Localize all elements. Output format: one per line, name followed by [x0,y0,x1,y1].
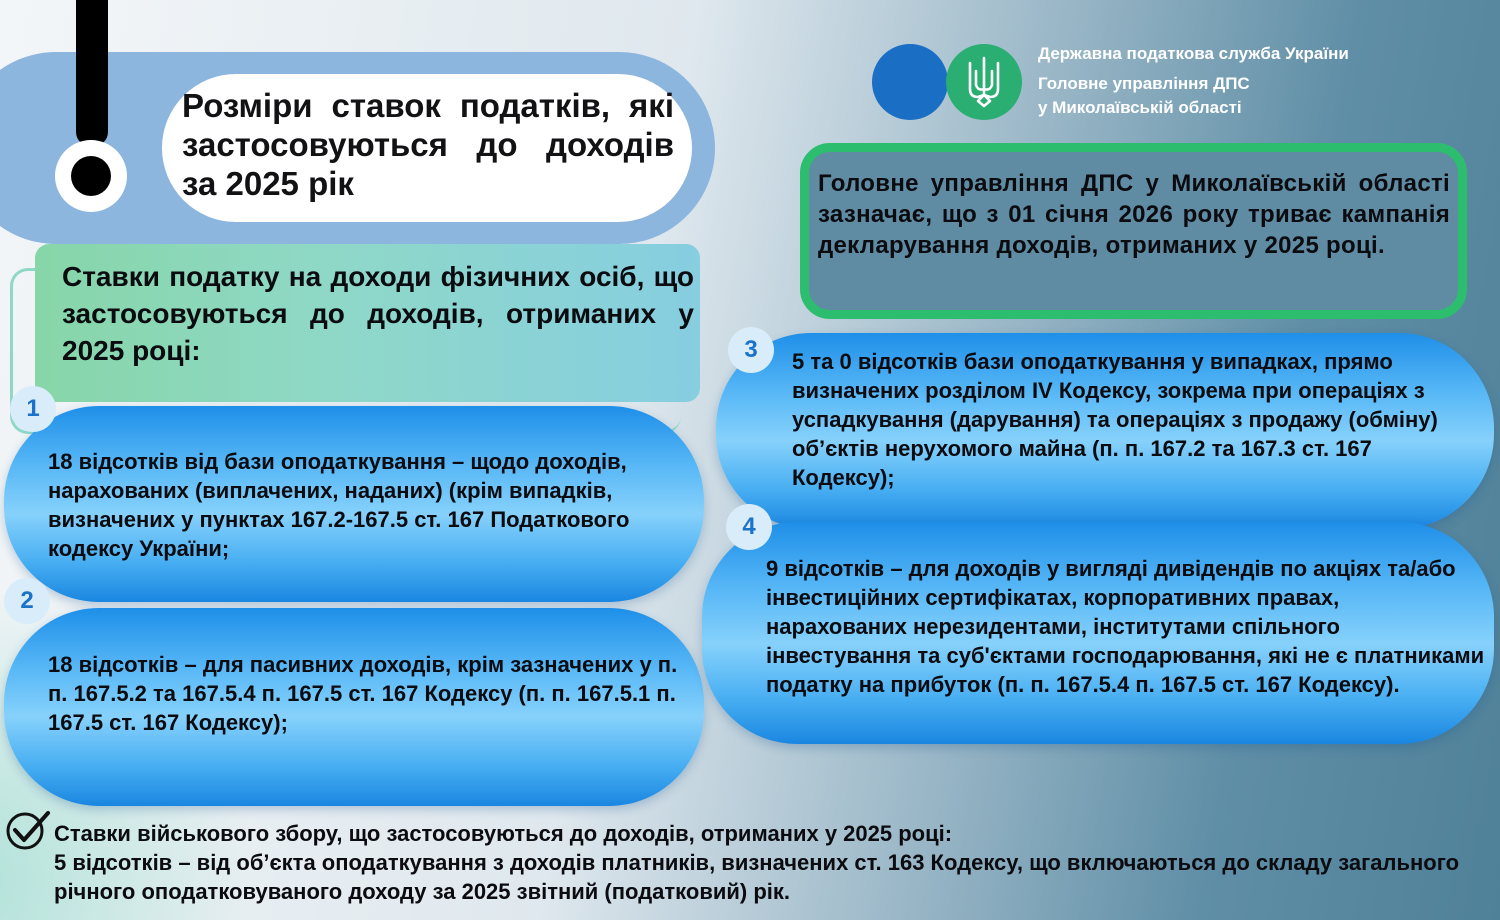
military-levy-text: 5 відсотків – від об’єкта оподаткування з доходів платників, визначених ст. 163 Кодексу, що включаються до складу загального річного оподатковуваного доходу за 2025 звітний (податковий) рік. [54,850,1460,904]
organization-line-2: Головне управління ДПС [1038,74,1250,93]
military-levy-section [54,819,1484,906]
check-circle-icon [4,808,52,852]
exclamation-dot [71,156,111,196]
rate-item-4-text: 9 відсотків – для доходів у вигляді дивідендів по акціях та/або інвестиційних сертифікатах, корпоративних правах, нарахованих нерезидентами, інститутами спільного інвестування та суб'єктами господарювання, які не є платниками податку на прибуток (п. п. 167.5.4 п. 167.5 ст. 167 Кодексу). [766,556,1485,697]
rate-item-4-number-badge: 4 [726,504,772,550]
notice-text: Головне управління ДПС у Миколаївській області зазначає, що з 01 січня 2026 року триває кампанія декларування доходів, отриманих у 2025 році. [818,170,1450,259]
organization-line-1: Державна податкова служба України [1038,44,1349,63]
organization-line-3: у Миколаївській області [1038,98,1242,117]
rate-item-3-text: 5 та 0 відсотків бази оподаткування у випадках, прямо визначених розділом IV Кодексу, зокрема при операціях з успадкування (дарування) та операціях з продажу (обміну) об’єктів нерухомого майна (п. п. 167.2 та 167.3 ст. 167 Кодексу); [792,349,1438,490]
military-levy-heading: Ставки військового збору, що застосовуються до доходів, отриманих у 2025 році: [54,821,953,846]
logo-blue-circle [872,44,948,120]
rate-item-3-number-badge: 3 [728,327,774,373]
rate-item-1-number-badge: 1 [10,386,56,432]
page-title: Розміри ставок податків, які застосовуються до доходів за 2025 рік [182,87,674,202]
trident-emblem-icon [946,44,1022,120]
exclamation-icon [76,0,108,146]
rate-item-1-text: 18 відсотків від бази оподаткування – щодо доходів, нарахованих (виплачених, наданих) (крім випадків, визначених у пунктах 167.2-167.5 ст. 167 Податкового кодексу України; [48,449,630,561]
rate-item-2-number-badge: 2 [4,578,50,624]
organization-name [1038,42,1349,120]
rate-item-2-text: 18 відсотків – для пасивних доходів, крім зазначених у п. п. 167.5.2 та 167.5.4 п. 167.5 ст. 167 Кодексу (п. п. 167.5.1 п. 167.5 ст. 167 Кодексу); [48,652,678,735]
subtitle-text: Ставки податку на доходи фізичних осіб, що застосовуються до доходів, отриманих у 2025 році: [62,261,694,366]
